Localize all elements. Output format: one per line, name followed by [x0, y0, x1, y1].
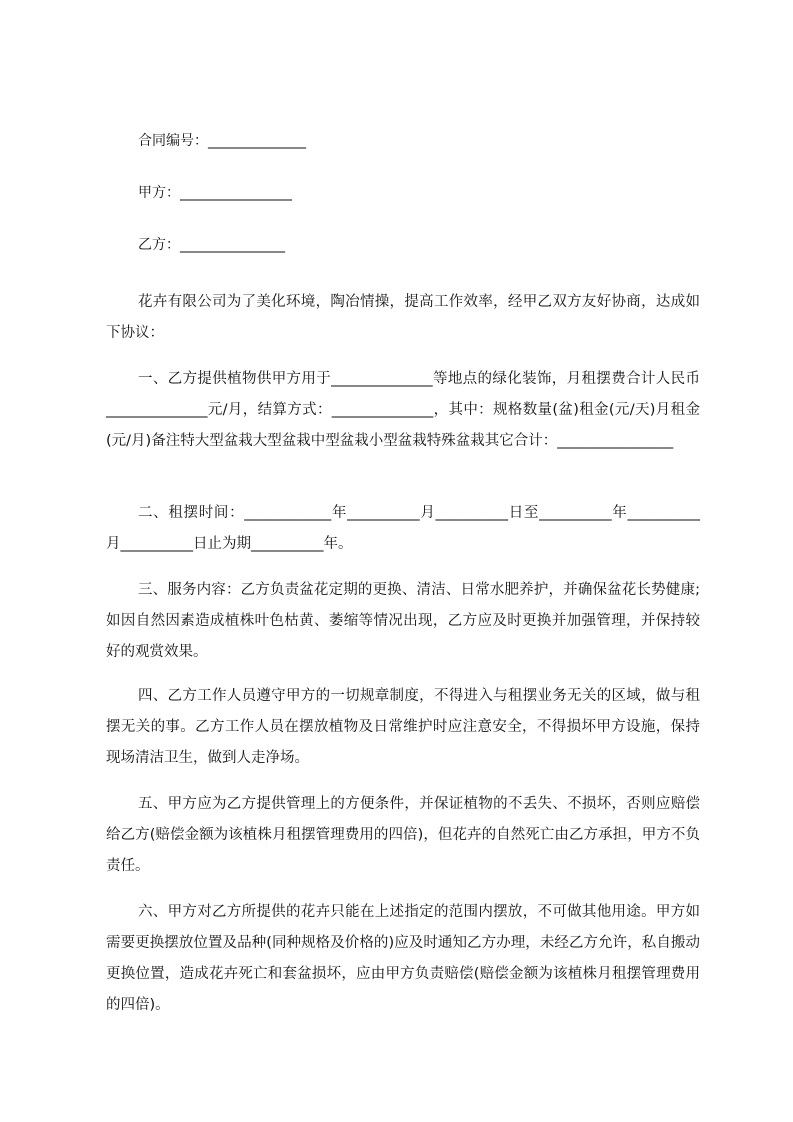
intro-paragraph — [106, 287, 700, 349]
clause-2-text: 二、租摆时间：____________年__________月__________日至__________年__________月__________日止为期__________年。 — [106, 505, 700, 552]
clause-3-text: 三、服务内容：乙方负责盆花定期的更换、清洁、日常水肥养护，并确保盆花长势健康;如因自然因素造成植株叶色枯黄、萎缩等情况出现，乙方应及时更换并加强管理，并保持较好的观赏效果。 — [106, 582, 700, 660]
party-a-text: 甲方：________________ — [138, 185, 292, 201]
clause-6-paragraph — [106, 897, 700, 1021]
contract-number-text: 合同编号：______________ — [138, 133, 306, 149]
clause-1-text: 一、乙方提供植物供甲方用于______________等地点的绿化装饰，月租摆费合计人民币______________元/月，结算方式：______________，其中：规格数量(盆)租金(元/天)月租金(元/月)备注特大型盆栽大型盆栽中型盆栽小型盆栽特殊盆栽其它合计：________________ — [106, 371, 700, 449]
clause-3-paragraph — [106, 575, 700, 668]
clause-5-paragraph — [106, 789, 700, 882]
clause-2-paragraph — [106, 498, 700, 560]
clause-4-paragraph — [106, 681, 700, 774]
intro-text: 花卉有限公司为了美化环境，陶冶情操，提高工作效率，经甲乙双方友好协商，达成如下协议： — [106, 294, 700, 341]
contract-number-field — [138, 131, 306, 151]
party-b-text: 乙方：_______________ — [138, 237, 285, 253]
clause-4-text: 四、乙方工作人员遵守甲方的一切规章制度，不得进入与租摆业务无关的区域，做与租摆无关的事。乙方工作人员在摆放植物及日常维护时应注意安全，不得损坏甲方设施，保持现场清洁卫生，做到人走净场。 — [106, 688, 700, 766]
clause-5-text: 五、甲方应为乙方提供管理上的方便条件，并保证植物的不丢失、不损坏，否则应赔偿给乙方(赔偿金额为该植株月租摆管理费用的四倍)，但花卉的自然死亡由乙方承担，甲方不负责任。 — [106, 796, 700, 874]
clause-6-text: 六、甲方对乙方所提供的花卉只能在上述指定的范围内摆放，不可做其他用途。甲方如需要更换摆放位置及品种(同种规格及价格的)应及时通知乙方办理，未经乙方允许，私自搬动更换位置，造成花卉死亡和套盆损坏，应由甲方负责赔偿(赔偿金额为该植株月租摆管理费用的四倍)。 — [106, 904, 700, 1013]
party-b-field — [138, 235, 285, 255]
party-a-field — [138, 183, 292, 203]
clause-1-paragraph — [106, 364, 700, 457]
